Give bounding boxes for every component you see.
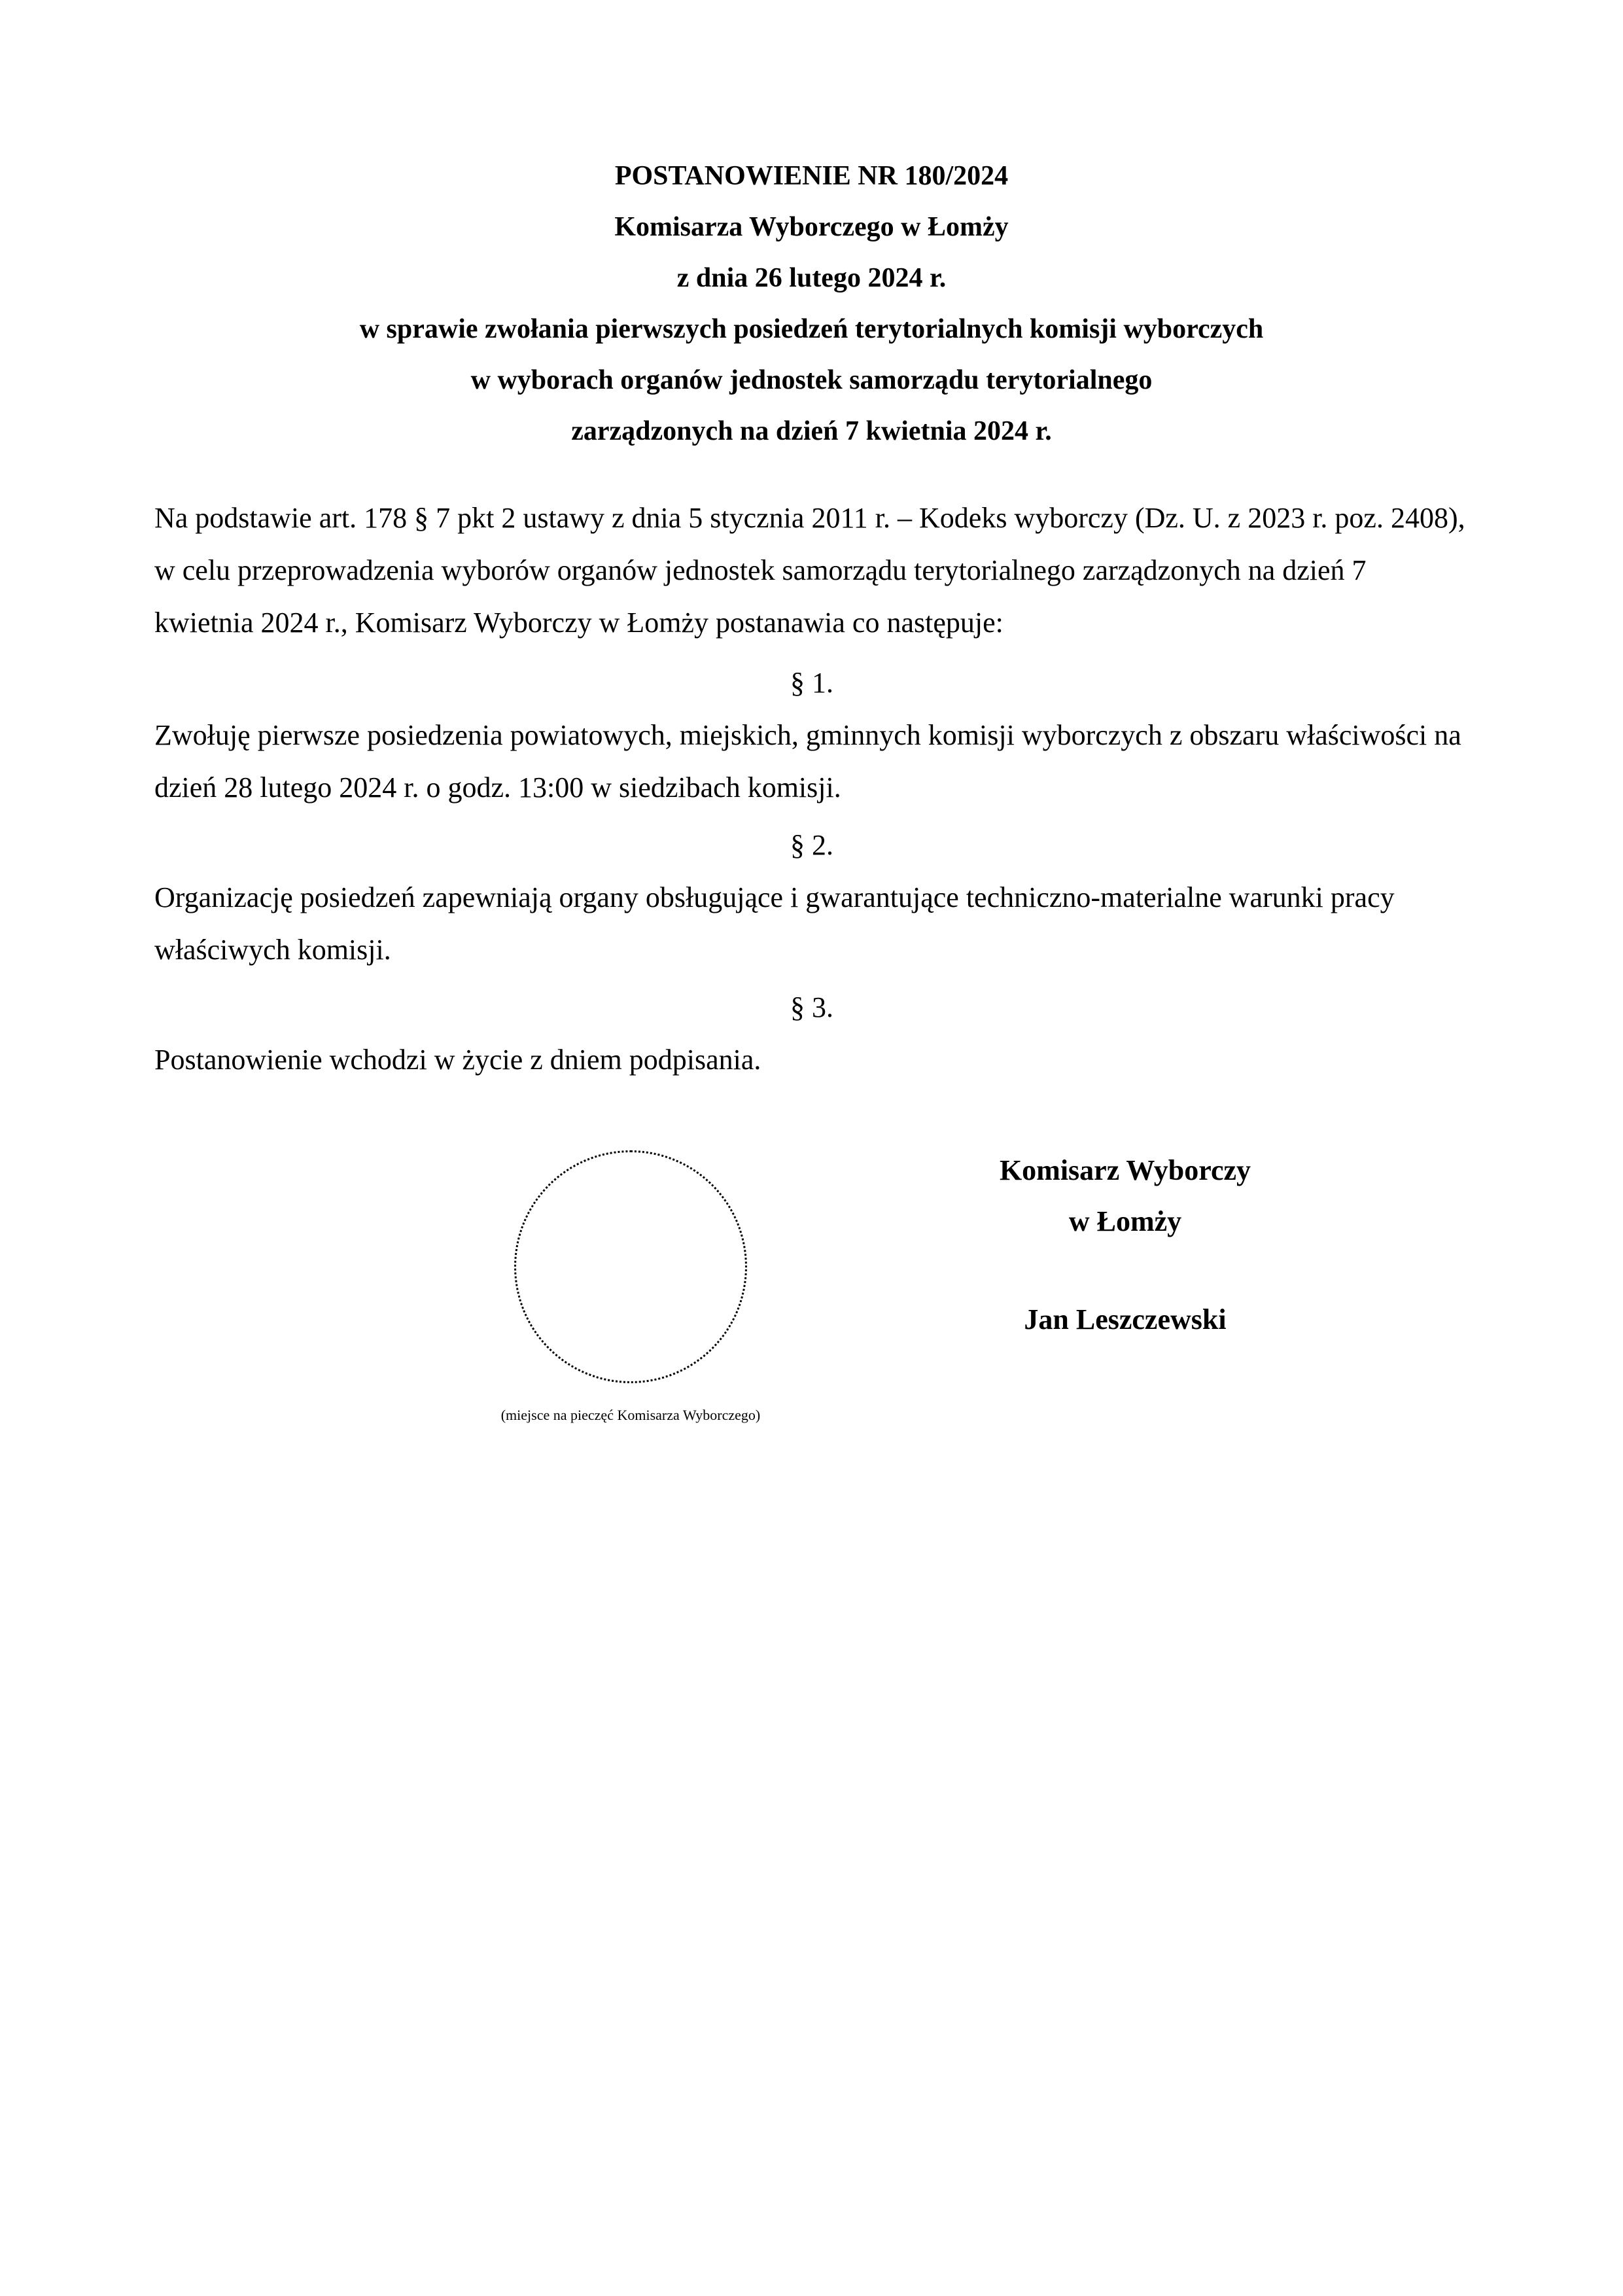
section-2-mark: § 2.	[790, 829, 833, 861]
subject-line-1: w sprawie zwołania pierwszych posiedzeń terytorialnych komisji wyborczych	[359, 314, 1264, 344]
document-date: z dnia 26 lutego 2024 r.	[676, 263, 947, 293]
stamp-placeholder-circle	[514, 1150, 747, 1383]
section-3-heading	[154, 981, 1469, 1034]
issuer: Komisarza Wyborczego w Łomży	[614, 212, 1009, 242]
section-1-text: Zwołuję pierwsze posiedzenia powiatowych, miejskich, gminnych komisji wyborczych z obszaru właściwości na dzień 28 lutego 2024 r. o godz. 13:00 w siedzibach komisji.	[154, 719, 1461, 804]
document-header	[0, 150, 1623, 457]
section-1-heading	[154, 657, 1469, 709]
section-2-heading	[154, 819, 1469, 872]
signatory-location: w Łomży	[1068, 1205, 1182, 1237]
section-3-text: Postanowienie wchodzi w życie z dniem podpisania.	[154, 1044, 761, 1076]
legal-basis-paragraph	[154, 492, 1469, 649]
signatory-name: Jan Leszczewski	[1024, 1303, 1227, 1335]
section-3	[154, 1034, 1469, 1086]
section-2	[154, 872, 1469, 976]
signatory-title: Komisarz Wyborczy	[999, 1154, 1251, 1186]
subject-line-2: w wyborach organów jednostek samorządu terytorialnego	[470, 365, 1153, 395]
signature-block	[916, 1145, 1335, 1345]
subject-line-3: zarządzonych na dzień 7 kwietnia 2024 r.	[571, 416, 1052, 446]
section-1-mark: § 1.	[790, 667, 833, 699]
document-title: POSTANOWIENIE NR 180/2024	[614, 161, 1009, 191]
stamp-caption: (miejsce na pieczęć Komisarza Wyborczego)	[500, 1407, 761, 1423]
section-3-mark: § 3.	[790, 991, 833, 1023]
section-2-text: Organizację posiedzeń zapewniają organy obsługujące i gwarantujące techniczno-materialne warunki pracy właściwych komisji.	[154, 881, 1395, 966]
section-1	[154, 709, 1469, 814]
legal-basis-text: Na podstawie art. 178 § 7 pkt 2 ustawy z dnia 5 stycznia 2011 r. – Kodeks wyborczy (Dz. U. z 2023 r. poz. 2408), w celu przeprowadzenia wyborów organów jednostek samorządu terytorialnego zarządzonych na dzień 7 kwietnia 2024 r., Komisarz Wyborczy w Łomży postanawia co następuje:	[154, 502, 1465, 639]
